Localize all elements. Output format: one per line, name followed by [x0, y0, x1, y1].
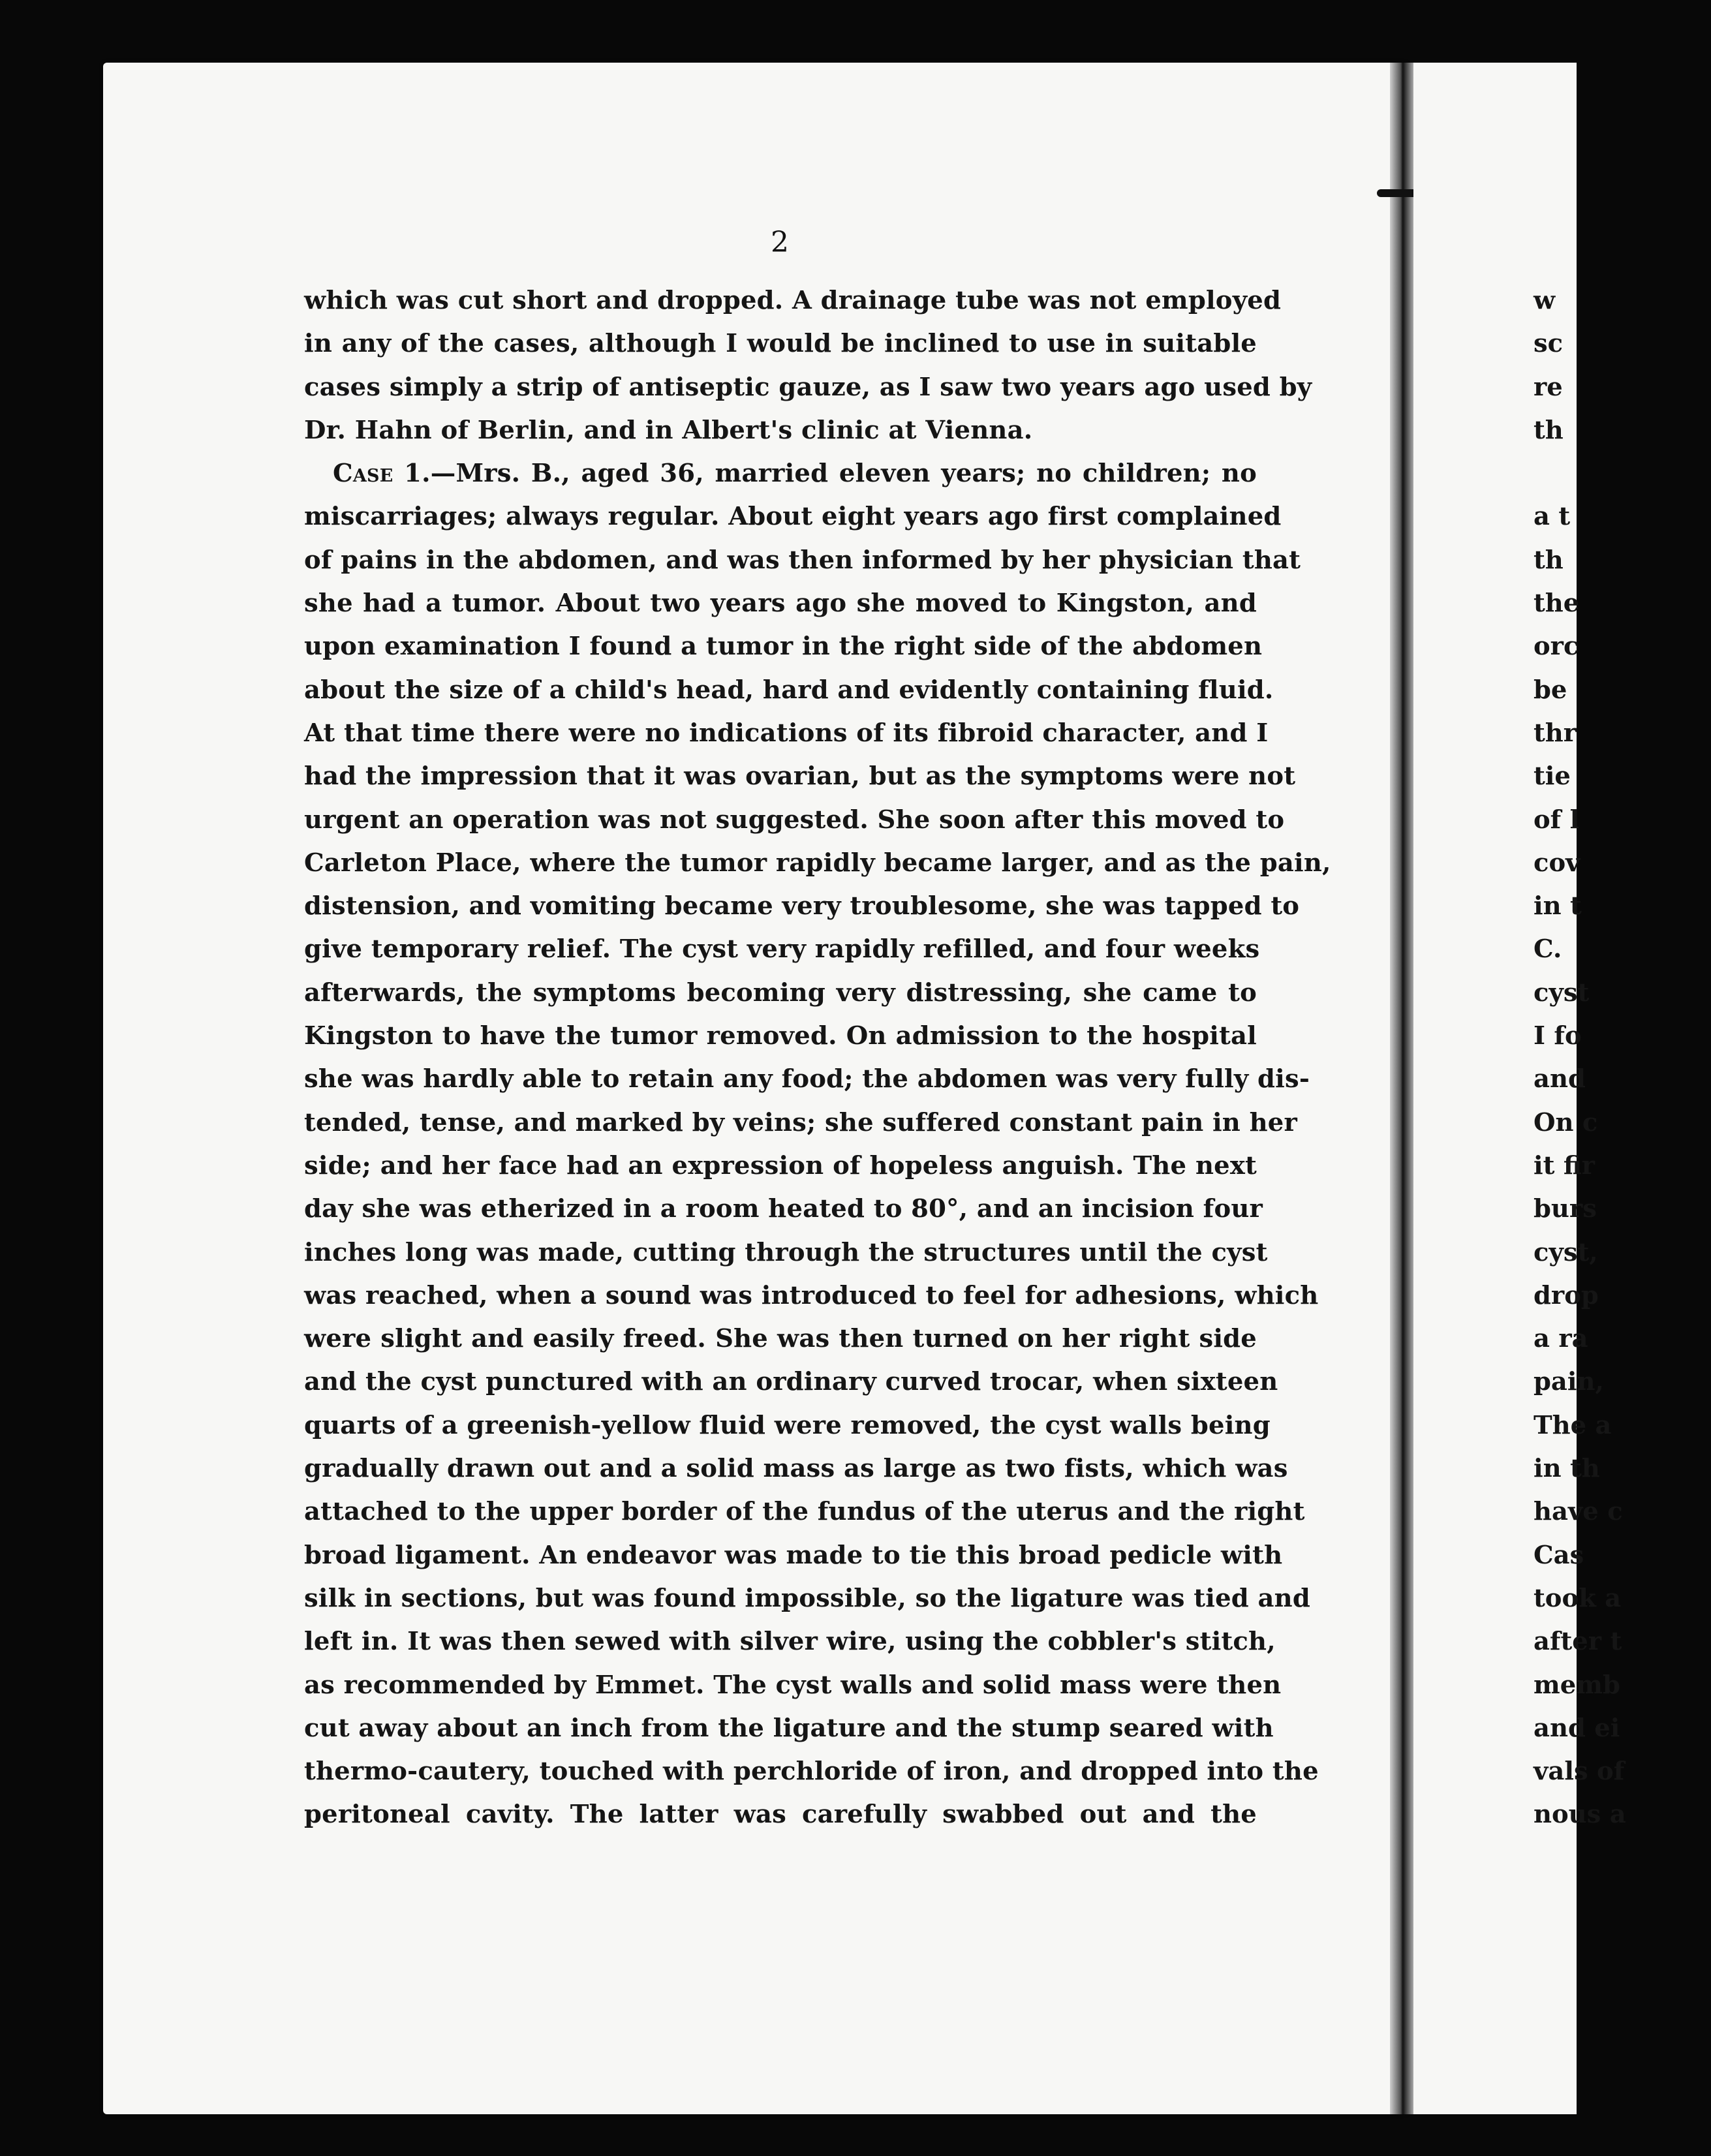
fragment-line: and ei	[1534, 1713, 1620, 1743]
fragment-line: th	[1534, 415, 1564, 445]
text-line: and the cyst punctured with an ordinary curved trocar, when sixteen	[304, 1367, 1278, 1397]
page-body	[304, 279, 1331, 1837]
fragment-line: nous a	[1534, 1800, 1626, 1830]
text-line: which was cut short and dropped. A drainage tube was not employed	[304, 286, 1282, 315]
text-line: as recommended by Emmet. The cyst walls and solid mass were then	[304, 1670, 1282, 1700]
fragment-line	[1515, 452, 1711, 495]
fragment-line: The a	[1534, 1410, 1612, 1440]
text-line: cases simply a strip of antiseptic gauze, as I saw two years ago used by	[304, 372, 1312, 402]
case-heading: Case 1.	[333, 459, 431, 489]
fragment-line: memb	[1534, 1670, 1620, 1700]
fragment-line: re	[1534, 372, 1563, 402]
fragment-line: cov	[1534, 848, 1580, 878]
fragment-line: took a	[1534, 1583, 1622, 1613]
text-line: silk in sections, but was found impossible, so the ligature was tied and	[304, 1583, 1310, 1613]
text-line: Dr. Hahn of Berlin, and in Albert's clinic at Vienna.	[304, 415, 1033, 445]
fragment-line: after t	[1534, 1627, 1622, 1657]
text-line: broad ligament. An endeavor was made to tie this broad pedicle with	[304, 1540, 1283, 1570]
fragment-line: Cas	[1534, 1540, 1584, 1570]
text-line: side; and her face had an expression of hopeless anguish. The next	[304, 1150, 1257, 1180]
text-line: miscarriages; always regular. About eight years ago first complained	[304, 502, 1282, 532]
fragment-line: thr	[1534, 718, 1577, 748]
fragment-line: in th	[1534, 1454, 1600, 1484]
fragment-line: be	[1534, 675, 1567, 705]
text-line: inches long was made, cutting through the structures until the cyst	[304, 1237, 1268, 1267]
text-line: in any of the cases, although I would be inclined to use in suitable	[304, 329, 1257, 359]
fragment-line: pain,	[1534, 1367, 1604, 1397]
text-line: give temporary relief. The cyst very rapidly refilled, and four weeks	[304, 934, 1260, 964]
text-line: she was hardly able to retain any food; the abdomen was very fully dis-	[304, 1064, 1310, 1094]
text-line: day she was etherized in a room heated to 80°, and an incision four	[304, 1194, 1263, 1224]
fragment-line: C.	[1534, 934, 1562, 964]
fragment-line: sc	[1534, 329, 1564, 359]
text-line: At that time there were no indications of its fibroid character, and I	[304, 718, 1269, 748]
fragment-line: the	[1534, 589, 1580, 619]
fragment-line: in t	[1534, 891, 1582, 921]
text-line: peritoneal cavity. The latter was carefully swabbed out and the	[304, 1800, 1257, 1830]
fragment-line: of l	[1534, 805, 1580, 835]
text-line: were slight and easily freed. She was then turned on her right side	[304, 1324, 1257, 1354]
fragment-line: On c	[1534, 1107, 1598, 1137]
fragment-line: a t	[1534, 502, 1571, 532]
text-line: Carleton Place, where the tumor rapidly became larger, and as the pain,	[304, 848, 1331, 878]
text-line: Kingston to have the tumor removed. On admission to the hospital	[304, 1021, 1257, 1051]
text-line: urgent an operation was not suggested. She soon after this moved to	[304, 805, 1285, 835]
text-line: she had a tumor. About two years ago she moved to Kingston, and	[304, 589, 1257, 619]
case-paragraph-start	[304, 452, 1257, 495]
text-line: cut away about an inch from the ligature and the stump seared with	[304, 1713, 1274, 1743]
fragment-line: and	[1534, 1064, 1586, 1094]
text-line: upon examination I found a tumor in the right side of the abdomen	[304, 632, 1263, 662]
text-line: distension, and vomiting became very troublesome, she was tapped to	[304, 891, 1300, 921]
fragment-line: drop	[1534, 1280, 1599, 1310]
text-line: —Mrs. B., aged 36, married eleven years; no children; no	[430, 459, 1257, 489]
text-line: about the size of a child's head, hard and evidently containing fluid.	[304, 675, 1274, 705]
text-line: afterwards, the symptoms becoming very distressing, she came to	[304, 978, 1257, 1008]
text-line: attached to the upper border of the fundus of the uterus and the right	[304, 1497, 1305, 1527]
text-line: quarts of a greenish-yellow fluid were removed, the cyst walls being	[304, 1410, 1271, 1440]
text-line: had the impression that it was ovarian, but as the symptoms were not	[304, 762, 1296, 792]
fragment-line: th	[1534, 545, 1564, 575]
fragment-line: a ra	[1534, 1324, 1588, 1354]
fragment-line: tie	[1534, 762, 1571, 792]
text-line: of pains in the abdomen, and was then informed by her physician that	[304, 545, 1301, 575]
text-line: was reached, when a sound was introduced to feel for adhesions, which	[304, 1280, 1319, 1310]
text-line: gradually drawn out and a solid mass as large as two fists, which was	[304, 1454, 1288, 1484]
fragment-line: w	[1534, 286, 1556, 315]
fragment-line: vals of	[1534, 1757, 1625, 1787]
fragment-line: cyst,	[1534, 1237, 1598, 1267]
next-page-fragments	[1515, 279, 1711, 1837]
fragment-line: cyst	[1534, 978, 1590, 1008]
text-line: left in. It was then sewed with silver wire, using the cobbler's stitch,	[304, 1627, 1276, 1657]
fragment-line: orc	[1534, 632, 1579, 662]
book-gutter	[1390, 63, 1413, 2114]
text-line: thermo-cautery, touched with perchloride of iron, and dropped into the	[304, 1757, 1319, 1787]
fragment-line: burs	[1534, 1194, 1597, 1224]
fragment-line: it fir	[1534, 1150, 1595, 1180]
page-number: 2	[771, 226, 789, 259]
fragment-line: have c	[1534, 1497, 1623, 1527]
fragment-line: I fo	[1534, 1021, 1582, 1051]
text-line: tended, tense, and marked by veins; she suffered constant pain in her	[304, 1107, 1297, 1137]
